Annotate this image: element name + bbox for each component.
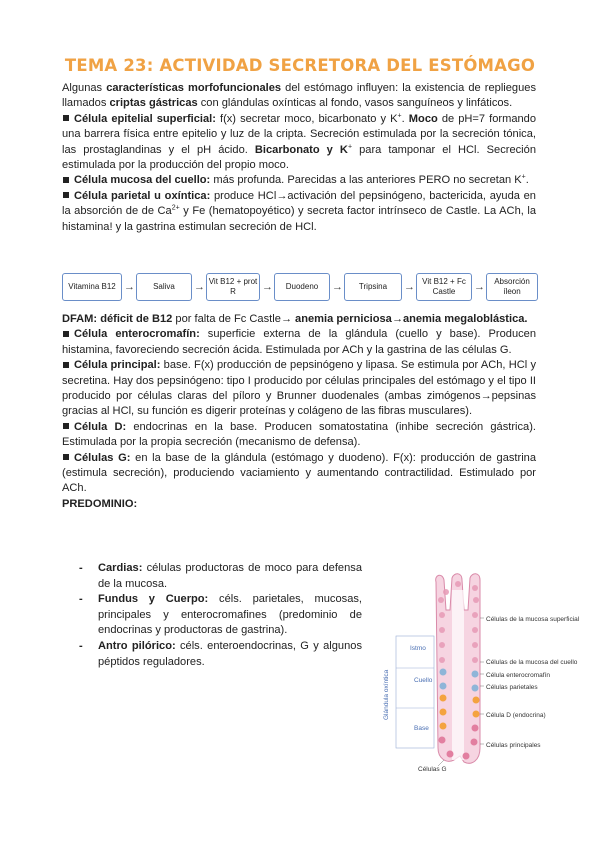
list-item-label: Cardias:	[98, 562, 143, 574]
flow-step-duodeno: Duodeno	[274, 273, 330, 301]
label-parietales: Células parietales	[486, 684, 538, 691]
dfam-text-1: por falta de Fc Castle→	[172, 313, 296, 325]
dfam-bold-1: DFAM: déficit de B12	[62, 313, 173, 325]
mucosa-sup: +	[521, 173, 526, 181]
celula-d-text: endocrinas en la base. Producen somatostatina (inhibe secreción gástrica). Estimulada por la propia secreción (mecanismo de defensa).	[62, 420, 536, 449]
predominio-heading-text: PREDOMINIO:	[62, 497, 138, 510]
page-title: TEMA 23: ACTIVIDAD SECRETORA DEL ESTÓMAGO	[64, 56, 536, 75]
mucosa-label: Célula mucosa del cuello:	[74, 174, 211, 187]
celula-d-paragraph	[62, 420, 536, 451]
mucosa-paragraph	[62, 173, 536, 188]
parietal-label: Célula parietal u oxíntica:	[74, 189, 211, 202]
enterocromafin-label: Célula enterocromafín:	[74, 328, 200, 341]
side-label-glandula: Glándula oxíntica	[383, 669, 390, 720]
list-item-text: células productoras de moco para defensa de la mucosa.	[98, 562, 362, 590]
region-base: Base	[414, 725, 429, 732]
label-principales: Células principales	[486, 742, 541, 749]
list-item-label: Fundus y Cuerpo:	[98, 593, 209, 606]
celula-d-label: Célula D:	[74, 420, 127, 433]
label-enterocromafin: Célula enterocromafín	[486, 672, 550, 679]
principal-text: base. F(x) producción de pepsinógeno y lipasa. Se estimula por ACh, HCl y secretina. Hay dos pepsinógeno: tipo I producido por células principales del estómago y el tipo II producido por células claras del píloro y Brunner duodenales (ambas zimógenos→pepsinas gracias al HCl, su función es digerir proteínas y colágeno de las fibras musculares).	[62, 359, 536, 418]
celulas-g-label: Células G:	[74, 451, 131, 464]
list-item-text: céls. parietales, mucosas, principales y enterocromafines (predominio de endocrinas y productoras de gastrina).	[98, 593, 362, 637]
intro-bold-2: criptas gástricas	[109, 97, 198, 110]
epitelial-text-1: f(x) secretar moco, bicarbonato y K	[215, 112, 398, 125]
predominio-list	[62, 561, 362, 670]
epitelial-sup-1: +	[397, 112, 402, 120]
celulas-g-text: en la base de la glándula (estómago y duodeno). F(x): producción de gastrina (estimula secreción), produciendo vaciamiento y aumentando contractilidad. Estimulado por ACh.	[62, 451, 536, 495]
parietal-sup: 2+	[171, 204, 180, 212]
intro-text-2: del estómago influyen: la existencia de repliegues llamados	[62, 82, 536, 110]
bullet-square-icon	[63, 331, 69, 337]
dfam-paragraph	[62, 312, 536, 327]
flow-step-absorcion-ileon: Absorción íleon	[486, 273, 538, 301]
flow-step-b12-prot-r: Vit B12 + prot R	[206, 273, 260, 301]
intro-bold-1: características morfofuncionales	[106, 82, 282, 94]
label-celulas-g: Células G	[418, 766, 447, 773]
region-cuello: Cuello	[414, 677, 433, 684]
arrow-right-icon: →	[474, 281, 485, 293]
epitelial-bold-2: Moco	[408, 112, 438, 125]
parietal-text-2: y Fe (hematopoyético) y secreta factor intrínseco de Castle. La ACh, la histamina! y la gastrina estimulan secreción de HCl.	[62, 205, 536, 233]
epitelial-bold-3: Bicarbonato y K	[254, 143, 348, 156]
mucosa-text-2: .	[525, 174, 529, 187]
bullet-square-icon	[63, 362, 69, 368]
gland-lumen	[452, 590, 464, 760]
list-item	[62, 639, 362, 670]
flow-step-vitamina-b12: Vitamina B12	[62, 273, 122, 301]
label-mucosa-superficial: Células de la mucosa superficial	[486, 616, 580, 623]
list-item	[62, 561, 362, 592]
enterocromafin-text: superficie externa de la glándula (cuello y base). Producen histamina, favoreciendo secreción ácida. Estimulada por ACh y la gastrina de las células G.	[62, 328, 536, 356]
dash-bullet-icon: -	[79, 593, 83, 606]
gastric-gland-diagram	[376, 570, 586, 780]
region-istmo: Istmo	[410, 645, 426, 652]
list-item	[62, 592, 362, 639]
bullet-square-icon	[63, 454, 69, 460]
dash-bullet-icon: -	[79, 639, 83, 652]
predominio-heading	[62, 497, 536, 512]
bullet-square-icon	[63, 192, 69, 198]
arrow-right-icon: →	[194, 281, 205, 293]
dfam-bold-2: anemia perniciosa→anemia megaloblástica.	[295, 313, 528, 325]
bullet-square-icon	[63, 423, 69, 429]
cells-section	[62, 312, 536, 512]
mucosa-text-1: más profunda. Parecidas a las anteriores PERO no secretan K	[210, 174, 522, 187]
epitelial-text-4: para tamponar el HCl. Secreción estimulada por la producción del propio moco.	[62, 143, 536, 172]
b12-flow-diagram	[62, 273, 542, 303]
bullet-square-icon	[63, 177, 69, 183]
intro-paragraph	[62, 81, 536, 235]
principal-paragraph	[62, 358, 536, 420]
arrow-right-icon: →	[124, 281, 135, 293]
celulas-g-paragraph	[62, 451, 536, 497]
label-celula-d: Célula D (endocrina)	[486, 712, 546, 719]
flow-step-b12-fc-castle: Vit B12 + Fc Castle	[416, 273, 472, 301]
arrow-right-icon: →	[332, 281, 343, 293]
bullet-square-icon	[63, 115, 69, 121]
epitelial-sup-2: +	[347, 142, 353, 150]
parietal-text-1: produce HCl→activación del pepsinógeno, bactericida, ayuda en la absorción de de Ca	[62, 189, 536, 218]
label-mucosa-cuello: Células de la mucosa del cuello	[486, 659, 578, 666]
dash-bullet-icon: -	[79, 562, 83, 574]
parietal-paragraph	[62, 189, 536, 235]
flow-step-tripsina: Tripsina	[344, 273, 402, 301]
list-item-label: Antro pilórico:	[98, 639, 176, 652]
enterocromafin-paragraph	[62, 327, 536, 358]
flow-step-saliva: Saliva	[136, 273, 192, 301]
intro-text-1: Algunas	[62, 82, 107, 94]
epitelial-text-3: de pH=7 formando una barrera física entre epitelio y luz de la cripta. Secreción estimulada por la secreción tónica, las prostaglandinas y el pH ácido.	[62, 112, 536, 156]
gland-illustration	[436, 574, 480, 764]
epitelial-paragraph	[62, 112, 536, 174]
arrow-right-icon: →	[262, 281, 273, 293]
intro-text-3: con glándulas oxínticas al fondo, vasos sanguíneos y linfáticos.	[197, 97, 513, 110]
list-item-text: céls. enteroendocrinas, G y algunos péptidos reguladores.	[98, 639, 362, 668]
epitelial-text-2: .	[401, 112, 409, 125]
epitelial-label: Célula epitelial superficial:	[74, 112, 216, 125]
arrow-right-icon: →	[404, 281, 415, 293]
principal-label: Célula principal:	[74, 359, 161, 372]
